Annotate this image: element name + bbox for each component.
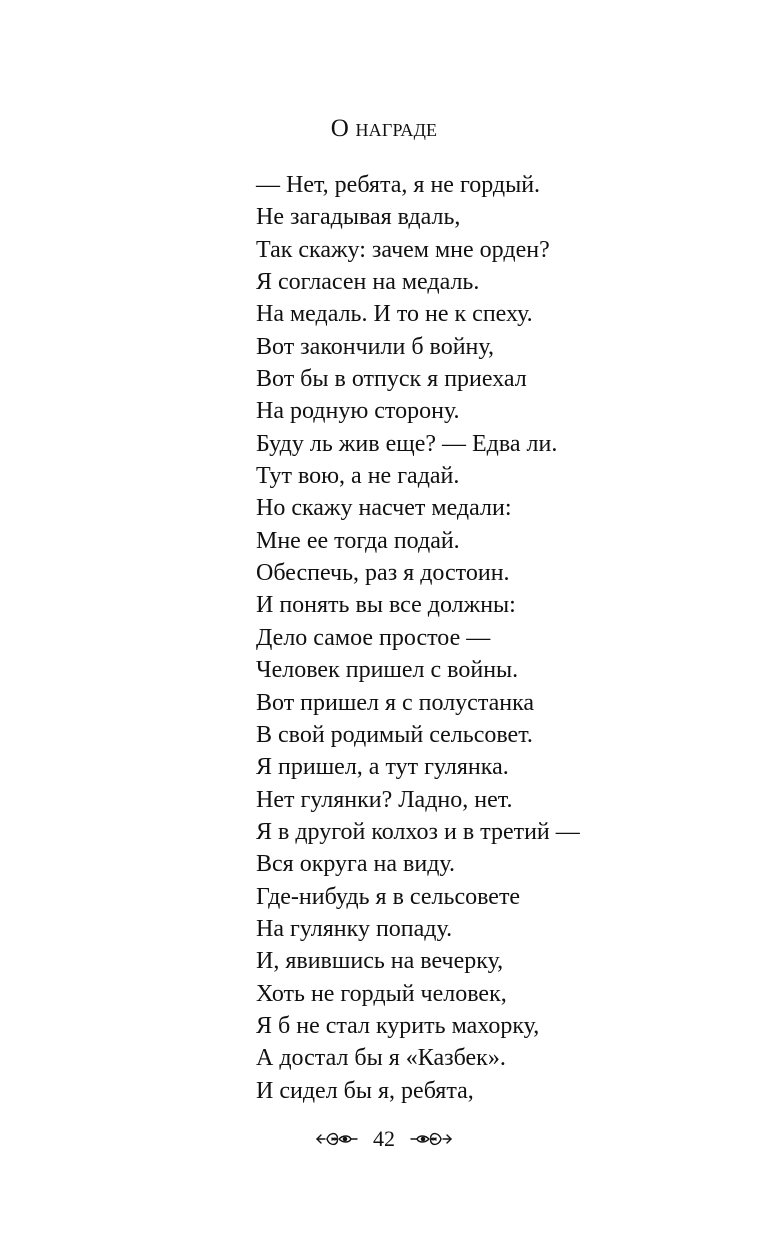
poem-line: Вся округа на виду.: [256, 851, 456, 878]
poem-line: А достал бы я «Казбек».: [256, 1045, 506, 1072]
poem-line: И сидел бы я, ребята,: [256, 1077, 474, 1104]
poem-line: Не загадывая вдаль,: [256, 204, 461, 231]
poem-line: Так скажу: зачем мне орден?: [256, 236, 550, 263]
poem-line: Я пришел, а тут гулянка.: [256, 754, 509, 781]
poem-line: И понять вы все должны:: [256, 592, 516, 619]
poem-line: Хоть не гордый человек,: [256, 980, 507, 1007]
poem-body: [256, 169, 580, 1107]
poem-title: [0, 112, 768, 146]
poem-line: Человек пришел с войны.: [256, 657, 519, 684]
poem-line: И, явившись на вечерку,: [256, 948, 504, 975]
poem-line: Вот бы в отпуск я приехал: [256, 366, 527, 393]
floral-ornament-icon: [315, 1127, 359, 1151]
poem-line: Вот закончили б войну,: [256, 333, 494, 360]
page-footer: [0, 1124, 768, 1154]
poem-line: Буду ль жив еще? — Едва ли.: [256, 430, 558, 457]
poem-line: — Нет, ребята, я не гордый.: [256, 172, 541, 198]
page-number: 42: [373, 1126, 395, 1151]
poem-line: Нет гулянки? Ладно, нет.: [256, 786, 513, 813]
poem-line: На медаль. И то не к спеху.: [256, 301, 533, 328]
poem-line: Мне ее тогда подай.: [256, 527, 460, 554]
poem-line: Где-нибудь я в сельсовете: [256, 883, 521, 910]
poem-line: Вот пришел я с полустанка: [256, 689, 535, 716]
poem-line: Дело самое простое —: [256, 624, 491, 651]
poem-line: Я б не стал курить махорку,: [256, 1012, 540, 1039]
poem-line: Я в другой колхоз и в третий —: [256, 818, 580, 845]
poem-line: Обеспечь, раз я достоин.: [256, 560, 510, 587]
poem-line: Я согласен на медаль.: [256, 269, 480, 296]
poem-line: На родную сторону.: [256, 398, 460, 425]
poem-line: В свой родимый сельсовет.: [256, 721, 533, 748]
floral-ornament-icon: [409, 1127, 453, 1151]
poem-line: Но скажу насчет медали:: [256, 495, 512, 522]
poem-line: Тут вою, а не гадай.: [256, 463, 460, 490]
poem-title-text: О награде: [330, 115, 438, 142]
poem-line: На гулянку попаду.: [256, 915, 453, 942]
